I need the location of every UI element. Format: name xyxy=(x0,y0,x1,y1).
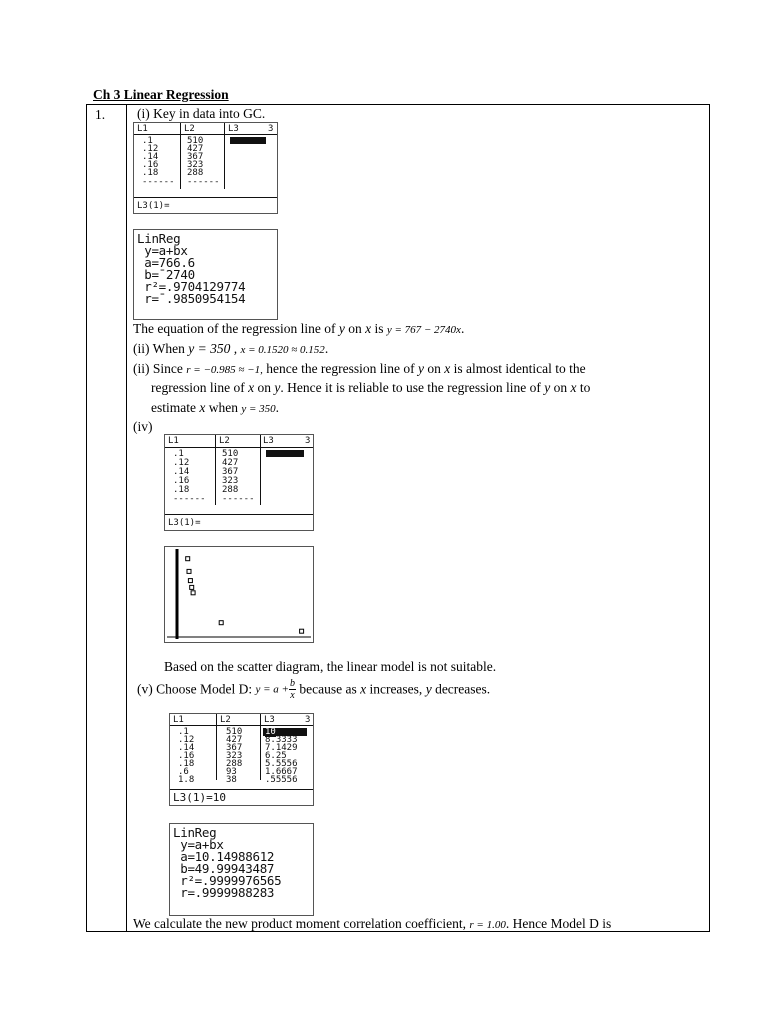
gc-cell: .18 xyxy=(142,168,159,178)
gc-cell: 6.25 xyxy=(265,751,287,761)
gc-cell: .14 xyxy=(142,152,159,162)
scatter-point xyxy=(188,579,192,583)
scatter-point xyxy=(186,557,190,561)
gc-cell: .1 xyxy=(142,136,153,146)
gc-cell: .18 xyxy=(173,485,190,495)
gc-cell: 510 xyxy=(187,136,204,146)
gc-cell: 7.1429 xyxy=(265,743,298,753)
text: on xyxy=(348,321,362,336)
var-x: x xyxy=(570,380,577,395)
text: on xyxy=(257,380,271,395)
gc-line: r²=.9999976565 xyxy=(173,873,282,888)
gc-cell: 427 xyxy=(187,144,204,154)
model-fraction xyxy=(289,678,296,701)
fraction-numerator: b xyxy=(289,678,295,689)
gc-cell: .55556 xyxy=(265,775,298,785)
text: . xyxy=(324,341,329,356)
text: The equation of the regression line of xyxy=(133,321,336,336)
gc-list-screen-1 xyxy=(133,122,278,214)
result-value: x = 0.1520 ≈ 0.152 xyxy=(240,344,325,356)
model-lhs: y = a + xyxy=(255,683,289,696)
scatter-comment: Based on the scatter diagram, the linear model is not suitable. xyxy=(164,659,497,674)
part-i-text: (i) Key in data into GC. xyxy=(137,106,266,121)
gc-cell: .1 xyxy=(178,727,189,737)
gc-cell: .16 xyxy=(173,476,190,486)
gc-header-l3: L3 xyxy=(263,436,274,446)
gc-cell: 10 xyxy=(265,727,276,737)
text: (ii) When xyxy=(133,341,185,356)
gc-cell: ------ xyxy=(222,494,255,504)
gc-cursor xyxy=(266,450,304,457)
scatter-plot xyxy=(165,547,313,642)
page-title: Ch 3 Linear Regression xyxy=(93,87,229,102)
gc-line: y=a+bx xyxy=(137,243,188,258)
gc-header-l3: L3 xyxy=(228,124,239,134)
gc-line: r=ˉ.9850954154 xyxy=(137,291,246,306)
text: to xyxy=(579,380,591,395)
text: . Hence it is reliable to use the regression line of xyxy=(280,380,541,395)
scatter-point xyxy=(191,591,195,595)
gc-list-screen-3 xyxy=(169,713,314,806)
gc-header-l2: L2 xyxy=(219,436,230,446)
gc-scatter-screen xyxy=(164,546,314,643)
gc-cell: ------ xyxy=(187,177,220,187)
var-x: x xyxy=(444,361,451,376)
text: . xyxy=(275,400,280,415)
part-iii-line-3 xyxy=(151,400,279,416)
part-iii-line-2 xyxy=(151,380,590,396)
var-x: x xyxy=(248,380,255,395)
gc-line: LinReg xyxy=(173,825,217,840)
gc-cell: 93 xyxy=(226,767,237,777)
gc-cell: 288 xyxy=(222,485,239,495)
gc-cell: 1.8 xyxy=(178,775,195,785)
gc-header-num: 3 xyxy=(305,436,311,446)
var-y: y xyxy=(274,380,281,395)
gc-cell: 427 xyxy=(222,458,239,468)
gc-line: b=ˉ2740 xyxy=(137,267,195,282)
part-ii-line xyxy=(133,341,328,357)
gc-cell: 510 xyxy=(222,449,239,459)
var-x: x xyxy=(360,681,367,697)
gc-cell: 367 xyxy=(226,743,243,753)
gc-cell: 323 xyxy=(226,751,243,761)
gc-linreg-screen-2 xyxy=(169,823,314,916)
part-v-line xyxy=(137,678,490,701)
gc-line: a=10.14988612 xyxy=(173,849,275,864)
gc-cell: .12 xyxy=(142,144,159,154)
gc-cell: 510 xyxy=(226,727,243,737)
question-number: 1. xyxy=(95,107,106,122)
gc-linreg-screen-1 xyxy=(133,229,278,320)
gc-cell: .14 xyxy=(178,743,195,753)
gc-cell: 367 xyxy=(187,152,204,162)
scatter-point xyxy=(300,629,304,633)
gc-cell: 427 xyxy=(226,735,243,745)
gc-cell: .1 xyxy=(173,449,184,459)
scatter-point xyxy=(190,585,194,589)
text: regression line of xyxy=(151,380,245,395)
text: We calculate the new product moment correlation coefficient, xyxy=(133,916,467,931)
gc-line: b=49.99943487 xyxy=(173,861,275,876)
gc-footer: L3(1)= xyxy=(168,518,201,528)
gc-cell: .12 xyxy=(178,735,195,745)
text: decreases. xyxy=(435,681,491,697)
text: on xyxy=(553,380,568,395)
gc-cell: 288 xyxy=(187,168,204,178)
scatter-point xyxy=(219,621,223,625)
final-conclusion-line xyxy=(133,916,611,932)
gc-header-l1: L1 xyxy=(173,715,184,725)
gc-cell: .12 xyxy=(173,458,190,468)
gc-cell: 367 xyxy=(222,467,239,477)
var-y: y xyxy=(425,681,432,697)
gc-header-l2: L2 xyxy=(184,124,195,134)
text: hence the regression line of xyxy=(266,361,415,376)
gc-header-num: 3 xyxy=(268,124,274,134)
part-iv-label: (iv) xyxy=(133,419,153,434)
text: . xyxy=(460,321,465,336)
given-value: y = 350 xyxy=(241,403,276,415)
gc-line: LinReg xyxy=(137,231,181,246)
text: on xyxy=(427,361,441,376)
gc-cell: 5.5556 xyxy=(265,759,298,769)
text: estimate xyxy=(151,400,196,415)
gc-line: y=a+bx xyxy=(173,837,224,852)
gc-header-l1: L1 xyxy=(137,124,148,134)
gc-cell: 323 xyxy=(222,476,239,486)
gc-cell: .16 xyxy=(142,160,159,170)
gc-header-num: 3 xyxy=(305,715,311,725)
scatter-points xyxy=(186,557,304,634)
text: (ii) Since xyxy=(133,361,183,376)
gc-header-l1: L1 xyxy=(168,436,179,446)
gc-footer: L3(1)=10 xyxy=(173,791,226,804)
gc-line: r²=.9704129774 xyxy=(137,279,246,294)
gc-cell: 1.6667 xyxy=(265,767,298,777)
gc-header-l2: L2 xyxy=(220,715,231,725)
gc-cell: ------ xyxy=(173,494,206,504)
var-y: y xyxy=(544,380,551,395)
gc-line: r=.9999988283 xyxy=(173,885,275,900)
text: because as xyxy=(299,681,357,697)
r-value: r = −0.985 ≈ −1, xyxy=(186,364,263,376)
gc-cell: 323 xyxy=(187,160,204,170)
gc-cursor xyxy=(230,137,266,144)
gc-cell: ------ xyxy=(142,177,175,187)
text: is almost identical to the xyxy=(453,361,586,376)
text: . Hence Model D is xyxy=(505,916,612,931)
text: when xyxy=(208,400,238,415)
gc-cell: .18 xyxy=(178,759,195,769)
gc-cell: 8.3333 xyxy=(265,735,298,745)
gc-cell: 38 xyxy=(226,775,237,785)
var-x: x xyxy=(199,400,206,415)
gc-header-l3: L3 xyxy=(264,715,275,725)
gc-list-screen-2 xyxy=(164,434,314,531)
gc-cell: .14 xyxy=(173,467,190,477)
column-divider xyxy=(126,104,127,932)
part-iii-line-1 xyxy=(133,361,586,377)
text: is xyxy=(374,321,384,336)
given-value: y = 350 , xyxy=(188,341,238,356)
text: (v) Choose Model D: xyxy=(137,681,253,697)
gc-cell: .6 xyxy=(178,767,189,777)
gc-line: a=766.6 xyxy=(137,255,195,270)
text: increases, xyxy=(369,681,423,697)
gc-cell: .16 xyxy=(178,751,195,761)
regression-equation-line xyxy=(133,321,464,337)
scatter-point xyxy=(187,569,191,573)
gc-cell: 288 xyxy=(226,759,243,769)
var-y: y xyxy=(338,321,345,336)
var-y: y xyxy=(418,361,425,376)
r-value: r = 1.00 xyxy=(469,919,506,931)
regression-equation: y = 767 − 2740x xyxy=(386,324,461,336)
var-x: x xyxy=(365,321,372,336)
gc-footer: L3(1)= xyxy=(137,201,170,211)
fraction-denominator: x xyxy=(290,690,295,701)
